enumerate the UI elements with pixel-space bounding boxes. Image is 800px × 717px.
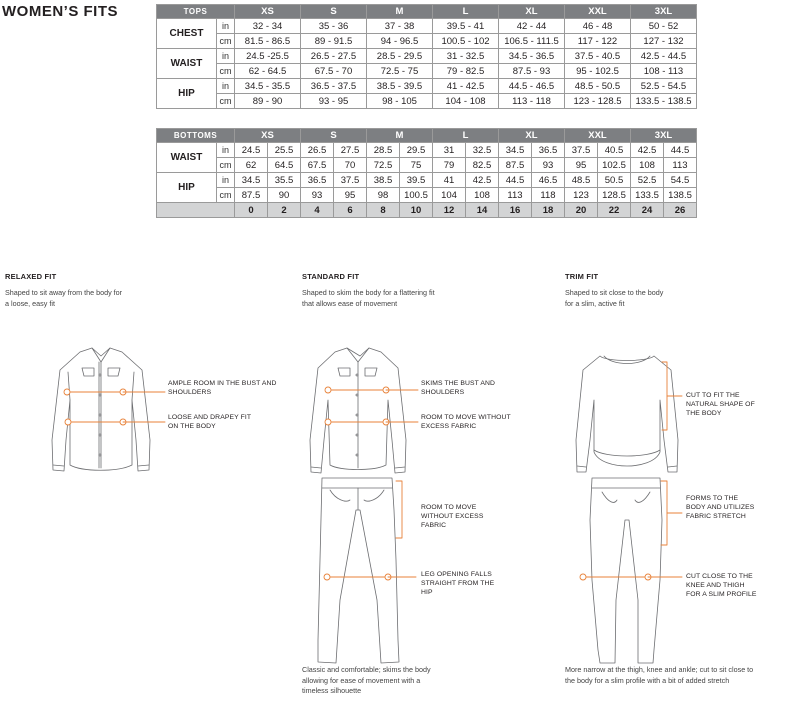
table-cell: 108 <box>631 158 664 173</box>
numeric-size-cell: 14 <box>466 203 499 218</box>
table-cell: 95 <box>565 158 598 173</box>
table-cell: 102.5 <box>598 158 631 173</box>
standard-callout-bust: SKIMS THE BUST AND SHOULDERS <box>421 380 496 396</box>
trim-callout-natural-shape: CUT TO FIT THE NATURAL SHAPE OF THE BODY <box>686 392 755 417</box>
table-cell: 24.5 <box>235 143 268 158</box>
table-cell: 89 - 90 <box>235 94 301 109</box>
table-cell: 87.5 <box>235 188 268 203</box>
table-cell: 72.5 <box>367 158 400 173</box>
table-cell: 32.5 <box>466 143 499 158</box>
numeric-size-cell: 16 <box>499 203 532 218</box>
table-cell: 46.5 <box>532 173 565 188</box>
tops-size-header: S <box>301 5 367 19</box>
relaxed-fit-title: RELAXED FIT <box>5 272 57 281</box>
tops-size-header: XS <box>235 5 301 19</box>
tops-size-header: XL <box>499 5 565 19</box>
table-cell: 35.5 <box>268 173 301 188</box>
table-cell: 27.5 <box>334 143 367 158</box>
table-cell: 81.5 - 86.5 <box>235 34 301 49</box>
table-cell: 90 <box>268 188 301 203</box>
numeric-size-cell: 0 <box>235 203 268 218</box>
table-cell: 40.5 <box>598 143 631 158</box>
table-cell: 62 - 64.5 <box>235 64 301 79</box>
measurement-lines <box>64 362 682 580</box>
table-cell: 100.5 <box>400 188 433 203</box>
table-cell: 138.5 <box>664 188 697 203</box>
table-cell: 67.5 - 70 <box>301 64 367 79</box>
table-cell: 36.5 <box>532 143 565 158</box>
numeric-size-cell: 6 <box>334 203 367 218</box>
table-cell: 104 <box>433 188 466 203</box>
table-cell: 41 <box>433 173 466 188</box>
table-cell: 79 <box>433 158 466 173</box>
table-cell: 36.5 - 37.5 <box>301 79 367 94</box>
table-cell: 128.5 <box>598 188 631 203</box>
table-cell: 113 - 118 <box>499 94 565 109</box>
bottoms-size-header: S <box>301 129 367 143</box>
numeric-size-cell: 10 <box>400 203 433 218</box>
standard-fit-title: STANDARD FIT <box>302 272 360 281</box>
table-cell: 41 - 42.5 <box>433 79 499 94</box>
measurement-label: WAIST <box>157 49 217 79</box>
table-cell: 34.5 <box>499 143 532 158</box>
table-cell: 52.5 - 54.5 <box>631 79 697 94</box>
table-cell: 25.5 <box>268 143 301 158</box>
table-cell: 34.5 - 35.5 <box>235 79 301 94</box>
unit-label: cm <box>217 158 235 173</box>
trim-fit-title: TRIM FIT <box>565 272 599 281</box>
table-cell: 39.5 <box>400 173 433 188</box>
table-cell: 50 - 52 <box>631 19 697 34</box>
tops-size-header: M <box>367 5 433 19</box>
table-cell: 42 - 44 <box>499 19 565 34</box>
table-cell: 34.5 <box>235 173 268 188</box>
table-cell: 52.5 <box>631 173 664 188</box>
table-cell: 42.5 <box>466 173 499 188</box>
table-cell: 26.5 <box>301 143 334 158</box>
numeric-size-cell: 8 <box>367 203 400 218</box>
numeric-size-cell: 2 <box>268 203 301 218</box>
unit-label: in <box>217 143 235 158</box>
table-cell: 104 - 108 <box>433 94 499 109</box>
numeric-size-cell: 24 <box>631 203 664 218</box>
table-cell: 37.5 <box>565 143 598 158</box>
table-cell: 93 - 95 <box>301 94 367 109</box>
table-cell: 24.5 -25.5 <box>235 49 301 64</box>
bottoms-size-header: M <box>367 129 433 143</box>
unit-label: cm <box>217 34 235 49</box>
unit-label: in <box>217 173 235 188</box>
table-cell: 93 <box>532 158 565 173</box>
measurement-label: HIP <box>157 173 217 203</box>
numeric-size-cell: 18 <box>532 203 565 218</box>
unit-label: in <box>217 19 235 34</box>
standard-pants-description: Classic and comfortable; skims the body allowing for ease of movement with a timeless silhouette <box>302 665 431 695</box>
table-cell: 123 - 128.5 <box>565 94 631 109</box>
numeric-size-cell: 26 <box>664 203 697 218</box>
table-cell: 54.5 <box>664 173 697 188</box>
table-cell: 133.5 <box>631 188 664 203</box>
table-cell: 87.5 <box>499 158 532 173</box>
table-cell: 70 <box>334 158 367 173</box>
unit-label: cm <box>217 94 235 109</box>
bottoms-corner-label: BOTTOMS <box>157 129 235 143</box>
table-cell: 95 - 102.5 <box>565 64 631 79</box>
unit-label: in <box>217 49 235 64</box>
trim-fit-description: Shaped to sit close to the body for a slim, active fit <box>565 288 664 308</box>
table-cell: 118 <box>532 188 565 203</box>
table-cell: 72.5 - 75 <box>367 64 433 79</box>
unit-label: in <box>217 79 235 94</box>
table-cell: 32 - 34 <box>235 19 301 34</box>
page-title: WOMEN’S FITS <box>2 3 118 20</box>
table-cell: 117 - 122 <box>565 34 631 49</box>
table-cell: 42.5 - 44.5 <box>631 49 697 64</box>
tops-size-header: XXL <box>565 5 631 19</box>
table-cell: 42.5 <box>631 143 664 158</box>
table-cell: 98 - 105 <box>367 94 433 109</box>
numeric-size-cell: 22 <box>598 203 631 218</box>
table-cell: 98 <box>367 188 400 203</box>
table-cell: 31 <box>433 143 466 158</box>
table-cell: 28.5 <box>367 143 400 158</box>
relaxed-fit-description: Shaped to sit away from the body for a loose, easy fit <box>5 288 123 308</box>
trim-pants-description: More narrow at the thigh, knee and ankle; cut to sit close to the body for a slim profile with a bit of added stretch <box>565 665 754 685</box>
relaxed-callout-drapey: LOOSE AND DRAPEY FIT ON THE BODY <box>168 414 251 430</box>
table-cell: 37.5 - 40.5 <box>565 49 631 64</box>
table-cell: 26.5 - 27.5 <box>301 49 367 64</box>
tops-corner-label: TOPS <box>157 5 235 19</box>
table-cell: 79 - 82.5 <box>433 64 499 79</box>
table-cell: 93 <box>301 188 334 203</box>
table-cell: 94 - 96.5 <box>367 34 433 49</box>
table-cell: 127 - 132 <box>631 34 697 49</box>
table-cell: 75 <box>400 158 433 173</box>
table-cell: 48.5 <box>565 173 598 188</box>
table-cell: 87.5 - 93 <box>499 64 565 79</box>
table-cell: 64.5 <box>268 158 301 173</box>
measurement-label: CHEST <box>157 19 217 49</box>
table-cell: 67.5 <box>301 158 334 173</box>
measurement-label: HIP <box>157 79 217 109</box>
trim-pants-illustration <box>590 478 662 663</box>
table-cell: 44.5 <box>499 173 532 188</box>
relaxed-callout-bust: AMPLE ROOM IN THE BUST AND SHOULDERS <box>168 380 277 396</box>
table-cell: 89 - 91.5 <box>301 34 367 49</box>
table-cell: 108 <box>466 188 499 203</box>
table-cell: 38.5 <box>367 173 400 188</box>
trim-callout-stretch: FORMS TO THE BODY AND UTILIZES FABRIC STRETCH <box>686 495 755 520</box>
table-cell: 38.5 - 39.5 <box>367 79 433 94</box>
table-cell: 46 - 48 <box>565 19 631 34</box>
standard-callout-pants-room: ROOM TO MOVE WITHOUT EXCESS FABRIC <box>421 504 484 529</box>
table-cell: 62 <box>235 158 268 173</box>
bottoms-size-header: L <box>433 129 499 143</box>
table-cell: 29.5 <box>400 143 433 158</box>
table-cell: 37.5 <box>334 173 367 188</box>
table-cell: 37 - 38 <box>367 19 433 34</box>
table-cell: 36.5 <box>301 173 334 188</box>
relaxed-shirt-illustration <box>52 348 150 471</box>
table-cell: 28.5 - 29.5 <box>367 49 433 64</box>
bottoms-size-header: 3XL <box>631 129 697 143</box>
tops-size-header: 3XL <box>631 5 697 19</box>
table-cell: 39.5 - 41 <box>433 19 499 34</box>
table-cell: 108 - 113 <box>631 64 697 79</box>
table-cell: 100.5 - 102 <box>433 34 499 49</box>
bottoms-size-header: XL <box>499 129 565 143</box>
numeric-size-cell: 4 <box>301 203 334 218</box>
standard-shirt-illustration <box>310 348 406 473</box>
trim-top-illustration <box>576 356 678 472</box>
table-cell: 106.5 - 111.5 <box>499 34 565 49</box>
table-cell: 123 <box>565 188 598 203</box>
standard-pants-illustration <box>318 478 399 663</box>
table-cell: 48.5 - 50.5 <box>565 79 631 94</box>
table-cell: 113 <box>664 158 697 173</box>
table-cell: 34.5 - 36.5 <box>499 49 565 64</box>
table-cell: 50.5 <box>598 173 631 188</box>
table-cell: 95 <box>334 188 367 203</box>
bottoms-size-header: XS <box>235 129 301 143</box>
tops-size-header: L <box>433 5 499 19</box>
measurement-label: WAIST <box>157 143 217 173</box>
numeric-size-cell: 20 <box>565 203 598 218</box>
table-cell: 35 - 36 <box>301 19 367 34</box>
numeric-size-cell: 12 <box>433 203 466 218</box>
table-cell: 44.5 - 46.5 <box>499 79 565 94</box>
table-cell: 31 - 32.5 <box>433 49 499 64</box>
standard-callout-room: ROOM TO MOVE WITHOUT EXCESS FABRIC <box>421 414 511 430</box>
table-cell: 82.5 <box>466 158 499 173</box>
bottoms-size-header: XXL <box>565 129 631 143</box>
table-cell: 44.5 <box>664 143 697 158</box>
table-cell: 113 <box>499 188 532 203</box>
table-cell: 133.5 - 138.5 <box>631 94 697 109</box>
unit-label: cm <box>217 64 235 79</box>
unit-label: cm <box>217 188 235 203</box>
standard-callout-leg-opening: LEG OPENING FALLS STRAIGHT FROM THE HIP <box>421 571 495 596</box>
standard-fit-description: Shaped to skim the body for a flattering fit that allows ease of movement <box>302 288 435 308</box>
trim-callout-knee: CUT CLOSE TO THE KNEE AND THIGH FOR A SLIM PROFILE <box>686 573 757 598</box>
